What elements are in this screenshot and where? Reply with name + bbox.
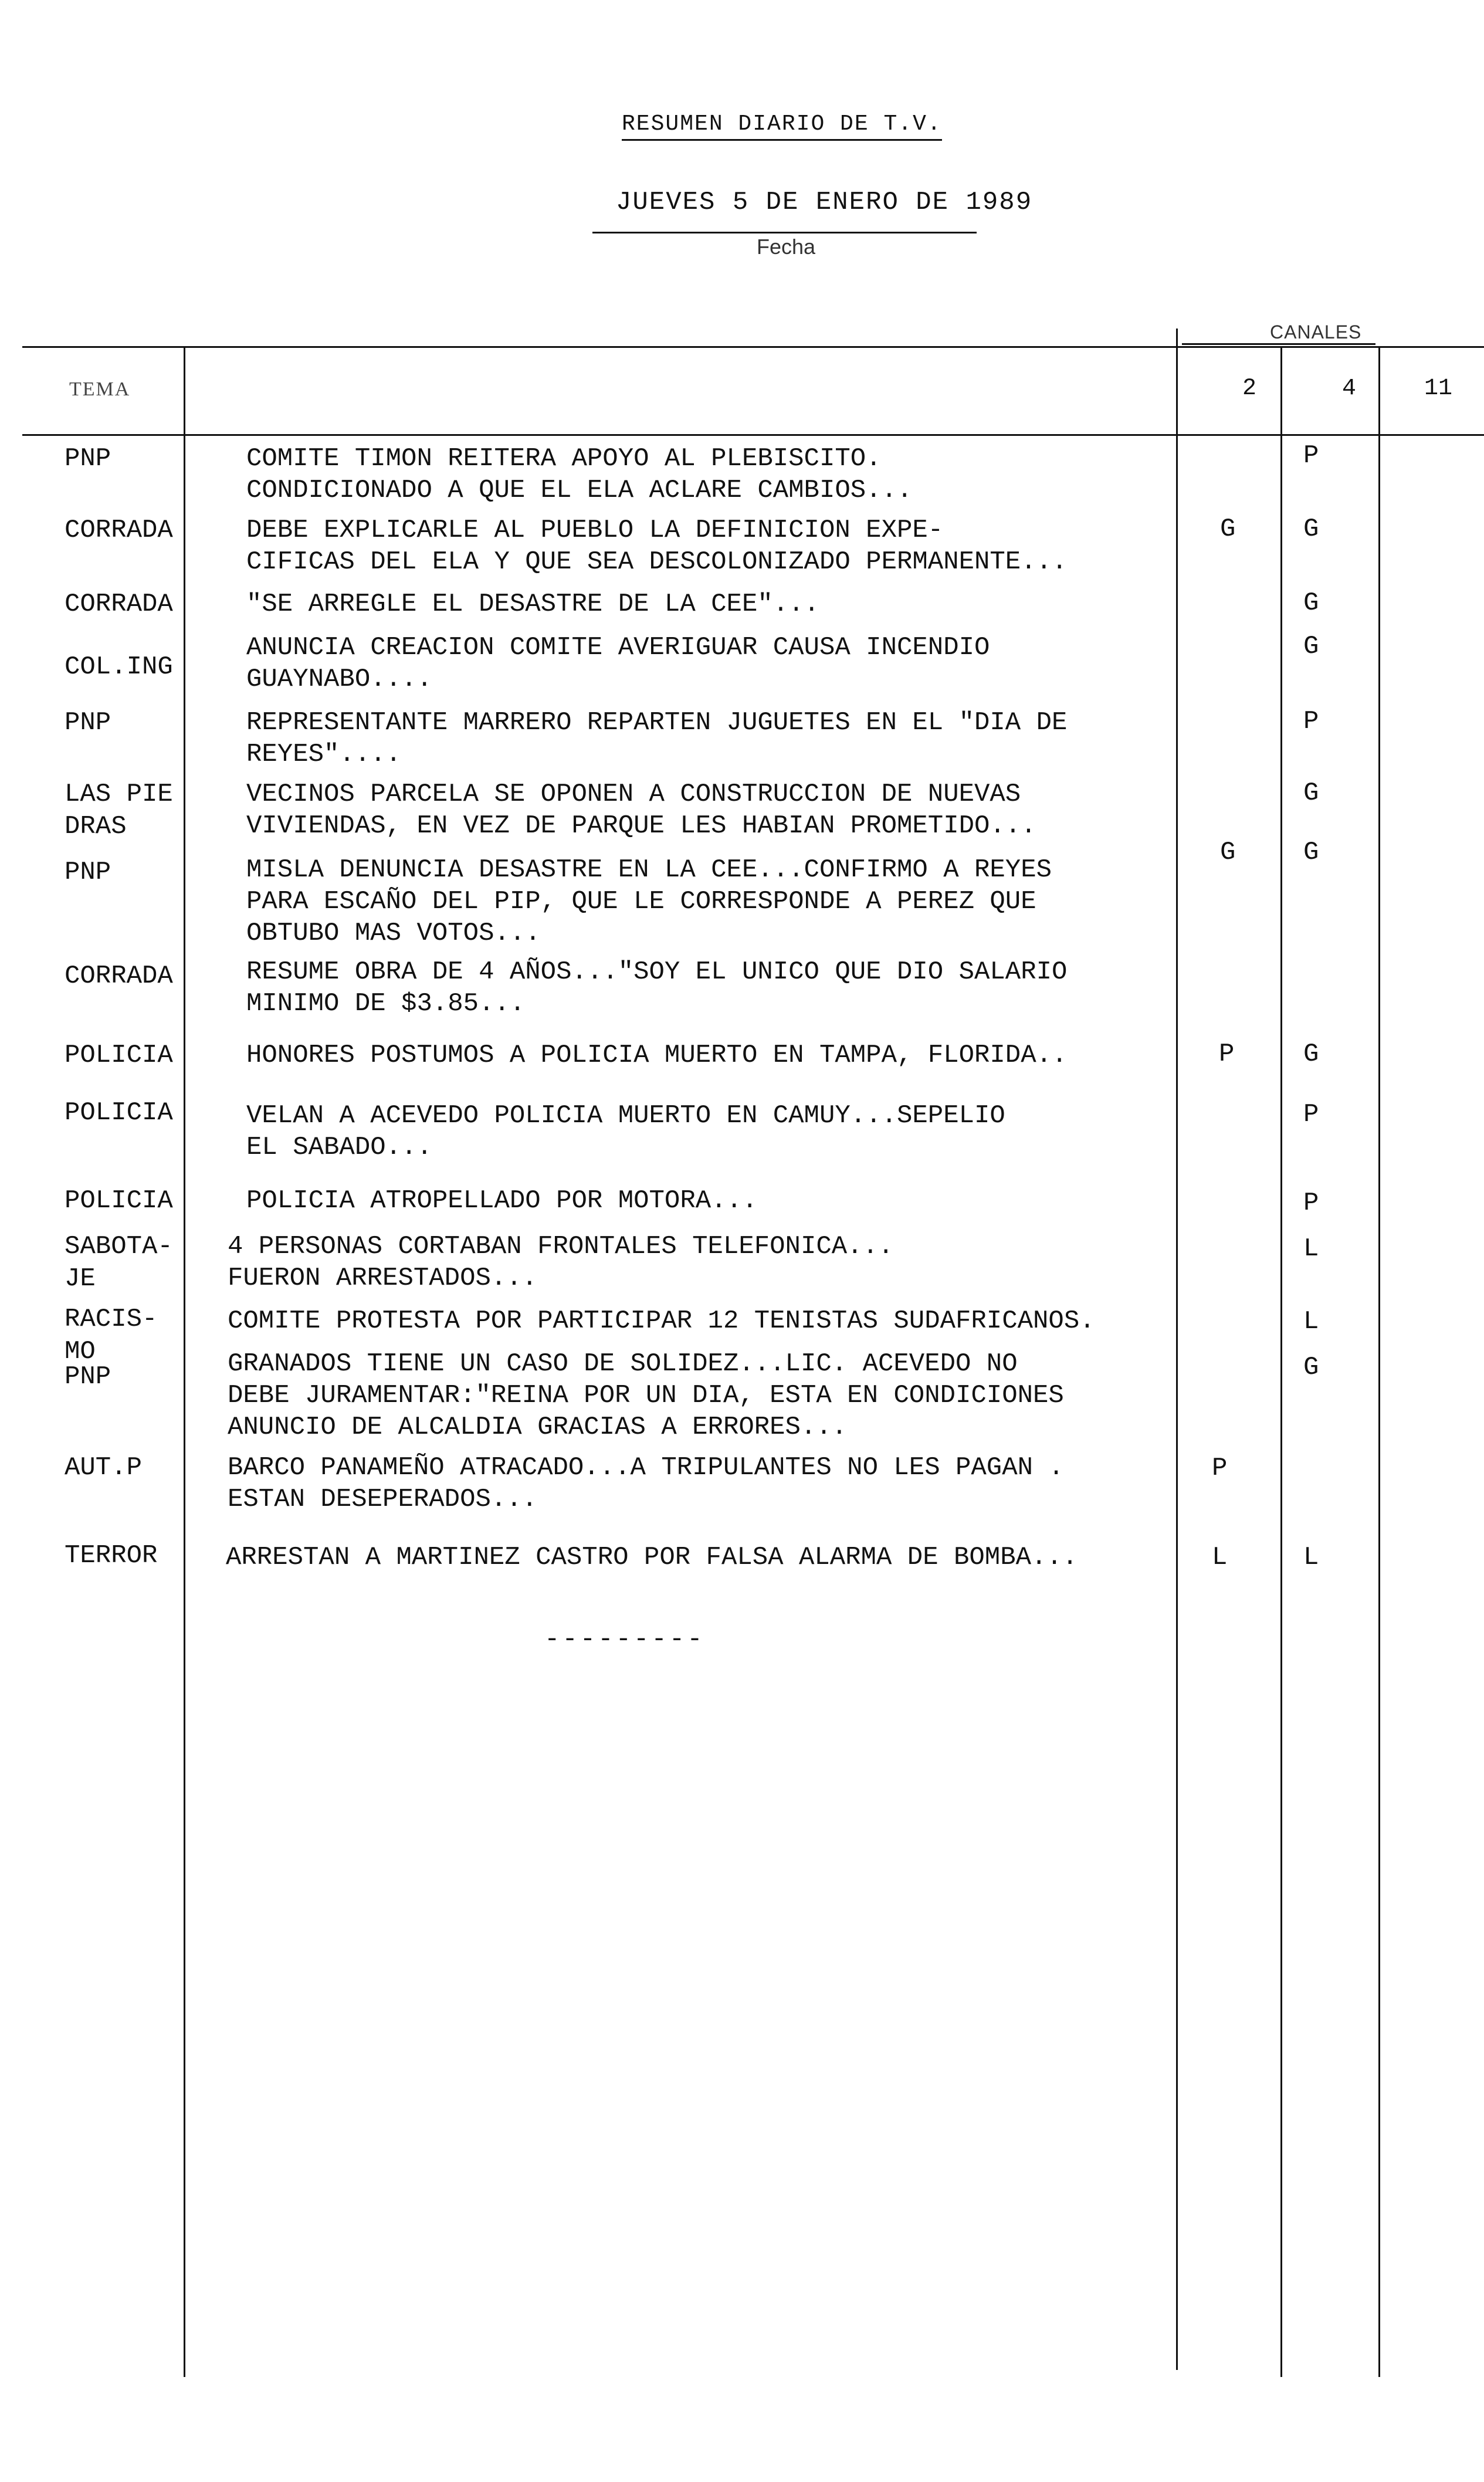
row-tema: CORRADA (65, 516, 173, 545)
row-description: 4 PERSONAS CORTABAN FRONTALES TELEFONICA... FUERON ARRESTADOS... (228, 1232, 894, 1293)
table-top-rule (22, 346, 1484, 348)
row-channel-4-mark: L (1303, 1307, 1319, 1336)
row-description: BARCO PANAMEÑO ATRACADO...A TRIPULANTES NO LES PAGAN . ESTAN DESEPERADOS... (228, 1453, 1064, 1514)
tema-column-header: TEMA (69, 378, 131, 400)
tema-column-divider (184, 347, 185, 2377)
row-channel-4-mark: G (1303, 514, 1319, 544)
row-description: REPRESENTANTE MARRERO REPARTEN JUGUETES EN EL "DIA DE REYES".... (246, 708, 1068, 769)
row-description: ARRESTAN A MARTINEZ CASTRO POR FALSA ALARMA DE BOMBA... (226, 1543, 1078, 1572)
row-description: RESUME OBRA DE 4 AÑOS..."SOY EL UNICO QUE DIO SALARIO MINIMO DE $3.85... (246, 957, 1068, 1018)
row-tema: SABOTA- JE (65, 1232, 173, 1294)
row-tema: POLICIA (65, 1098, 173, 1127)
row-channel-4-mark: P (1303, 707, 1319, 736)
row-tema: PNP (65, 858, 111, 887)
row-channel-4-mark: P (1303, 441, 1319, 470)
row-description: HONORES POSTUMOS A POLICIA MUERTO EN TAMPA, FLORIDA.. (246, 1041, 1068, 1070)
channel-2-left-divider (1176, 329, 1178, 2370)
row-tema: TERROR (65, 1541, 158, 1570)
row-channel-2-mark: P (1212, 1454, 1228, 1483)
row-channel-2-mark: L (1212, 1543, 1228, 1572)
row-tema: POLICIA (65, 1041, 173, 1070)
document-title: RESUMEN DIARIO DE T.V. (622, 111, 942, 141)
header-bottom-rule (22, 434, 1484, 436)
row-tema: AUT.P (65, 1453, 143, 1482)
channels-label: CANALES (1270, 321, 1362, 343)
row-description: VELAN A ACEVEDO POLICIA MUERTO EN CAMUY...SEPELIO EL SABADO... (246, 1101, 1005, 1162)
row-channel-4-mark: P (1303, 1100, 1319, 1129)
row-channel-4-mark: G (1303, 1039, 1319, 1069)
row-description: COMITE TIMON REITERA APOYO AL PLEBISCITO. CONDICIONADO A QUE EL ELA ACLARE CAMBIOS... (246, 444, 913, 505)
row-channel-2-mark: G (1220, 838, 1236, 867)
row-tema: RACIS- MO (65, 1305, 158, 1366)
row-tema: CORRADA (65, 590, 173, 619)
date-caption: Fecha (757, 235, 816, 259)
row-tema: CORRADA (65, 961, 173, 991)
row-channel-4-mark: G (1303, 838, 1319, 867)
row-tema: LAS PIE DRAS (65, 780, 173, 841)
row-description: DEBE EXPLICARLE AL PUEBLO LA DEFINICION EXPE- CIFICAS DEL ELA Y QUE SEA DESCOLONIZADO PERMANENTE... (246, 516, 1068, 577)
row-channel-2-mark: G (1220, 514, 1236, 544)
row-channel-4-mark: G (1303, 1353, 1319, 1382)
date-underline (592, 232, 977, 233)
channels-header-rule (1182, 343, 1375, 345)
row-description: ANUNCIA CREACION COMITE AVERIGUAR CAUSA INCENDIO GUAYNABO.... (246, 633, 990, 694)
row-description: MISLA DENUNCIA DESASTRE EN LA CEE...CONFIRMO A REYES PARA ESCAÑO DEL PIP, QUE LE CORRESPONDE A PEREZ QUE OBTUBO MAS VOTOS... (246, 855, 1052, 948)
row-channel-2-mark: P (1219, 1039, 1235, 1069)
row-channel-4-mark: G (1303, 588, 1319, 618)
row-tema: PNP (65, 444, 111, 473)
row-tema: PNP (65, 708, 111, 737)
row-description: VECINOS PARCELA SE OPONEN A CONSTRUCCION DE NUEVAS VIVIENDAS, EN VEZ DE PARQUE LES HABIAN PROMETIDO... (246, 780, 1036, 841)
row-channel-4-mark: G (1303, 632, 1319, 661)
row-channel-4-mark: G (1303, 778, 1319, 808)
row-tema: PNP (65, 1362, 111, 1391)
row-tema: COL.ING (65, 652, 173, 682)
row-description: POLICIA ATROPELLADO POR MOTORA... (246, 1186, 758, 1215)
channel-4-header: 4 (1342, 375, 1357, 402)
row-channel-4-mark: L (1303, 1543, 1319, 1572)
row-description: GRANADOS TIENE UN CASO DE SOLIDEZ...LIC. ACEVEDO NO DEBE JURAMENTAR:"REINA POR UN DIA, ESTA EN CONDICIONES ANUNCIO DE ALCALDIA GRACIAS A ERRORES... (228, 1349, 1064, 1442)
channel-4-left-divider (1280, 347, 1282, 2377)
channel-2-header: 2 (1242, 375, 1257, 402)
channel-11-header: 11 (1424, 375, 1453, 402)
channel-11-left-divider (1378, 347, 1380, 2377)
row-tema: POLICIA (65, 1186, 173, 1215)
end-separator: --------- (544, 1625, 705, 1654)
row-channel-4-mark: L (1303, 1234, 1319, 1264)
row-description: "SE ARREGLE EL DESASTRE DE LA CEE"... (246, 590, 819, 619)
row-channel-4-mark: P (1303, 1188, 1319, 1218)
report-date: JUEVES 5 DE ENERO DE 1989 (616, 188, 1033, 217)
row-description: COMITE PROTESTA POR PARTICIPAR 12 TENISTAS SUDAFRICANOS. (228, 1306, 1095, 1336)
